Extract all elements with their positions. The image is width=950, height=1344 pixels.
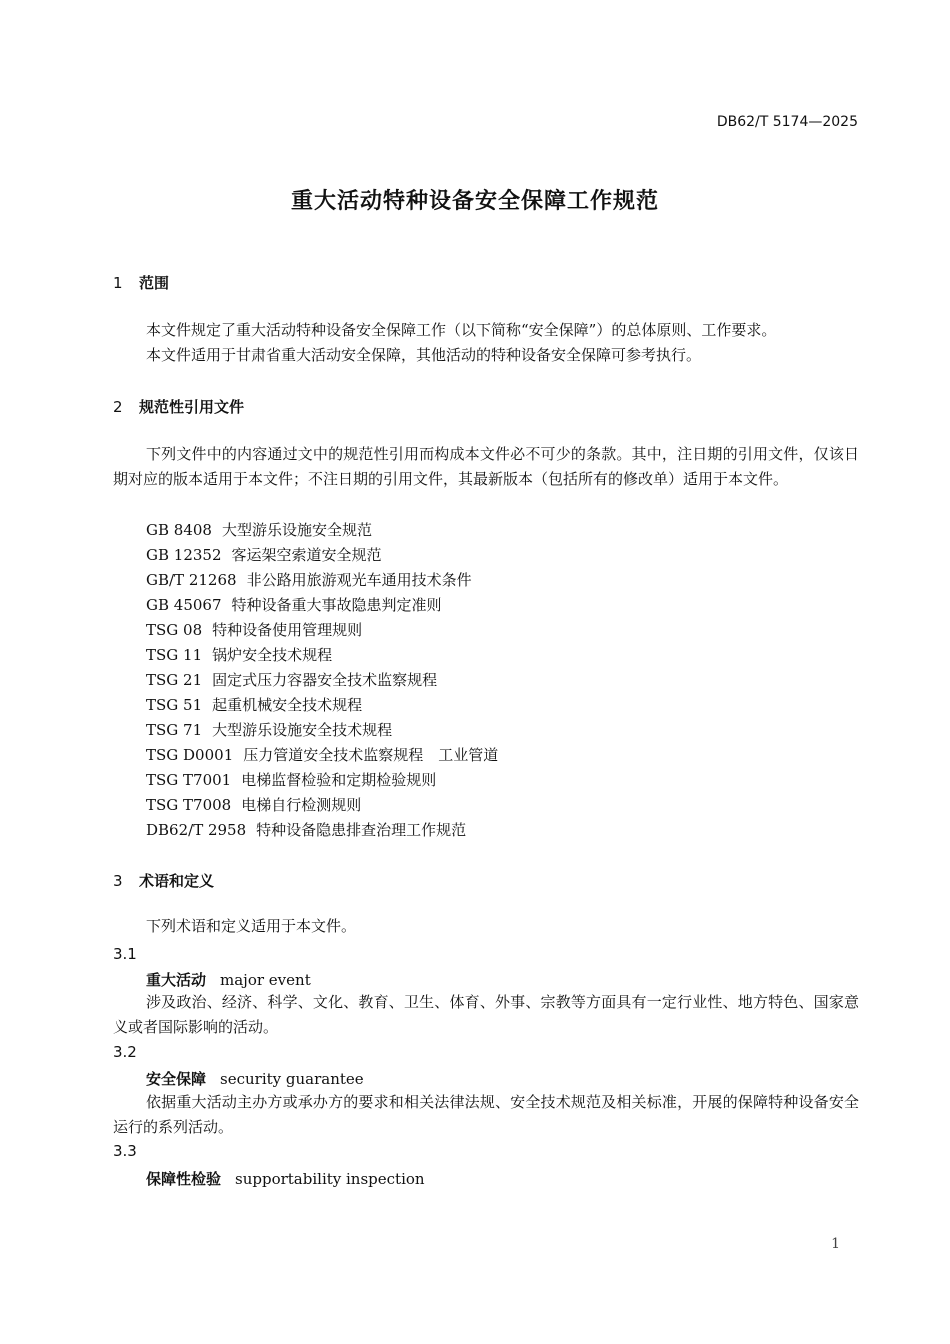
reference-code: TSG 08: [146, 621, 203, 639]
term-number: 3.2: [113, 1043, 137, 1061]
reference-name: 电梯监督检验和定期检验规则: [241, 771, 437, 789]
reference-item: [146, 694, 362, 715]
section-number: 1: [113, 274, 123, 292]
reference-code: GB 45067: [146, 596, 222, 614]
reference-name: 非公路用旅游观光车通用技术条件: [246, 571, 472, 589]
section-number: 2: [113, 398, 123, 416]
reference-name: 特种设备隐患排查治理工作规范: [256, 821, 467, 839]
reference-item: [146, 644, 332, 665]
section-title: 规范性引用文件: [139, 398, 245, 416]
reference-name: 特种设备使用管理规则: [212, 621, 363, 639]
standard-code: DB62/T 5174—2025: [716, 114, 858, 130]
term-chinese: 保障性检验: [146, 1170, 222, 1188]
paragraph: 下列文件中的内容通过文中的规范性引用而构成本文件必不可少的条款。其中，注日期的引用文件，仅该日期对应的版本适用于本文件；不注日期的引用文件，其最新版本（包括所有的修改单）适用于本文件。: [113, 445, 859, 488]
reference-name: 大型游乐设施安全技术规程: [212, 721, 393, 739]
term-chinese: 重大活动: [146, 971, 207, 989]
term-heading: [146, 969, 311, 990]
reference-item: [146, 519, 372, 540]
reference-code: TSG T7001: [146, 771, 232, 789]
term-chinese: 安全保障: [146, 1070, 207, 1088]
reference-item: [146, 619, 362, 640]
paragraph: 本文件规定了重大活动特种设备安全保障工作（以下简称“安全保障”）的总体原则、工作要求。: [146, 321, 777, 339]
paragraph: 下列术语和定义适用于本文件。: [146, 917, 357, 935]
reference-code: TSG 51: [146, 696, 203, 714]
reference-name: 锅炉安全技术规程: [212, 646, 333, 664]
section-2-heading: [113, 396, 244, 417]
paragraph: 本文件适用于甘肃省重大活动安全保障，其他活动的特种设备安全保障可参考执行。: [146, 346, 702, 364]
section-title: 范围: [139, 274, 170, 292]
term-heading: [146, 1068, 364, 1089]
reference-code: GB 12352: [146, 546, 222, 564]
reference-code: TSG 71: [146, 721, 203, 739]
section-title: 术语和定义: [139, 872, 215, 890]
reference-name: 固定式压力容器安全技术监察规程: [212, 671, 438, 689]
reference-name: 大型游乐设施安全规范: [221, 521, 372, 539]
reference-item: [146, 819, 466, 840]
reference-item: [146, 594, 442, 615]
term-definition: 依据重大活动主办方或承办方的要求和相关法律法规、安全技术规范及相关标准，开展的保障特种设备安全运行的系列活动。: [113, 1093, 859, 1136]
reference-item: [146, 544, 382, 565]
term-definition: 涉及政治、经济、科学、文化、教育、卫生、体育、外事、宗教等方面具有一定行业性、地方特色、国家意义或者国际影响的活动。: [113, 993, 859, 1036]
document-title: 重大活动特种设备安全保障工作规范: [290, 189, 659, 214]
reference-name: 压力管道安全技术监察规程 工业管道: [243, 746, 499, 764]
section-3-heading: [113, 870, 214, 891]
reference-item: [146, 769, 436, 790]
term-number: 3.3: [113, 1142, 137, 1160]
term-heading: [146, 1168, 425, 1189]
reference-item: [146, 719, 392, 740]
reference-item: [146, 669, 437, 690]
reference-name: 特种设备重大事故隐患判定准则: [231, 596, 442, 614]
reference-name: 电梯自行检测规则: [241, 796, 362, 814]
reference-code: TSG D0001: [146, 746, 234, 764]
reference-code: GB 8408: [146, 521, 212, 539]
term-number: 3.1: [113, 945, 137, 963]
reference-item: [146, 569, 472, 590]
section-number: 3: [113, 872, 123, 890]
term-english: supportability inspection: [235, 1170, 425, 1188]
reference-code: GB/T 21268: [146, 571, 237, 589]
term-english: major event: [220, 971, 311, 989]
section-1-heading: [113, 272, 169, 293]
reference-code: TSG T7008: [146, 796, 232, 814]
page-number: 1: [831, 1236, 840, 1252]
reference-item: [146, 744, 498, 765]
reference-name: 客运架空索道安全规范: [231, 546, 382, 564]
reference-item: [146, 794, 361, 815]
reference-name: 起重机械安全技术规程: [212, 696, 363, 714]
reference-code: DB62/T 2958: [146, 821, 247, 839]
reference-code: TSG 21: [146, 671, 203, 689]
reference-code: TSG 11: [146, 646, 203, 664]
term-english: security guarantee: [220, 1070, 364, 1088]
